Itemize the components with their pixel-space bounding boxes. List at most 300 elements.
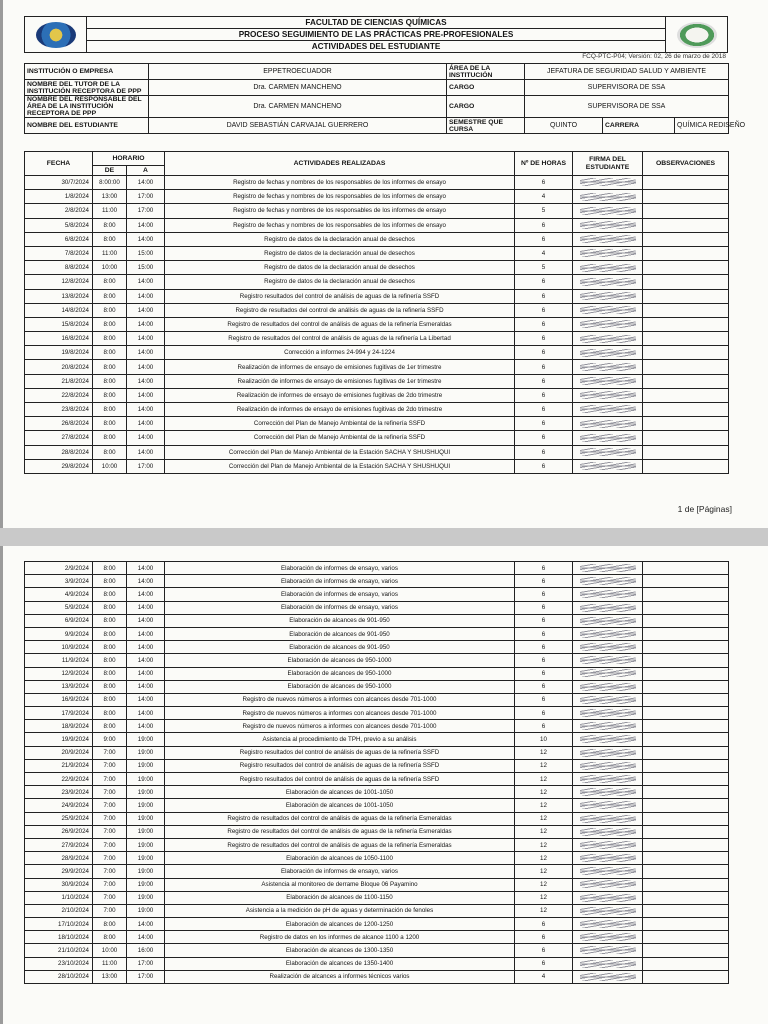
signature-cell bbox=[573, 852, 643, 865]
hours-cell: 6 bbox=[515, 303, 573, 317]
hours-cell: 6 bbox=[515, 403, 573, 417]
table-row bbox=[25, 693, 729, 706]
start-time-cell: 8:00 bbox=[93, 374, 127, 388]
activity-cell: Elaboración de alcances de 901-950 bbox=[165, 627, 515, 640]
date-cell: 13/8/2024 bbox=[25, 289, 93, 303]
date-cell: 13/9/2024 bbox=[25, 680, 93, 693]
end-time-cell: 14:00 bbox=[127, 289, 165, 303]
end-time-cell: 17:00 bbox=[127, 957, 165, 970]
signature-icon bbox=[580, 377, 636, 385]
date-cell: 16/8/2024 bbox=[25, 332, 93, 346]
date-cell: 18/9/2024 bbox=[25, 720, 93, 733]
table-row bbox=[25, 957, 729, 970]
signature-icon bbox=[580, 775, 636, 783]
end-time-cell: 14:00 bbox=[127, 693, 165, 706]
end-time-cell: 14:00 bbox=[127, 562, 165, 575]
table-row bbox=[25, 667, 729, 680]
hours-cell: 12 bbox=[515, 773, 573, 786]
activity-cell: Realización de informes de ensayo de emisiones fugitivas de 2do trimestre bbox=[165, 403, 515, 417]
career-value: QUÍMICA REDISEÑO bbox=[675, 118, 729, 134]
end-time-cell: 19:00 bbox=[127, 812, 165, 825]
actividades-header: ACTIVIDADES REALIZADAS bbox=[165, 152, 515, 176]
table-row bbox=[25, 944, 729, 957]
activity-cell: Registro de datos de la declaración anual de desechos bbox=[165, 261, 515, 275]
table-row bbox=[25, 707, 729, 720]
start-time-cell: 8:00 bbox=[93, 654, 127, 667]
activity-cell: Elaboración de alcances de 901-950 bbox=[165, 641, 515, 654]
table-row bbox=[25, 720, 729, 733]
end-time-cell: 17:00 bbox=[127, 459, 165, 473]
signature-icon bbox=[580, 960, 636, 968]
hours-cell: 12 bbox=[515, 825, 573, 838]
date-cell: 6/8/2024 bbox=[25, 232, 93, 246]
faculty-logo-cell bbox=[666, 17, 728, 53]
fecha-header: FECHA bbox=[25, 152, 93, 176]
table-row bbox=[25, 878, 729, 891]
activity-cell: Registro de resultados del control de análisis de aguas de la refinería La Libertad bbox=[165, 332, 515, 346]
date-cell: 29/9/2024 bbox=[25, 865, 93, 878]
activity-cell: Corrección del Plan de Manejo Ambiental de la refinería SSFD bbox=[165, 417, 515, 431]
table-row bbox=[25, 904, 729, 917]
page-edge bbox=[0, 546, 3, 1024]
start-time-cell: 8:00 bbox=[93, 232, 127, 246]
start-time-cell: 8:00 bbox=[93, 403, 127, 417]
end-time-cell: 19:00 bbox=[127, 865, 165, 878]
observations-cell bbox=[643, 838, 729, 851]
signature-cell bbox=[573, 733, 643, 746]
table-row bbox=[25, 388, 729, 402]
hours-cell: 12 bbox=[515, 746, 573, 759]
observations-cell bbox=[643, 204, 729, 218]
signature-icon bbox=[580, 854, 636, 862]
signature-cell bbox=[573, 825, 643, 838]
date-cell: 30/9/2024 bbox=[25, 878, 93, 891]
signature-icon bbox=[580, 630, 636, 638]
hours-cell: 6 bbox=[515, 346, 573, 360]
table-row bbox=[25, 627, 729, 640]
end-time-cell: 14:00 bbox=[127, 627, 165, 640]
date-cell: 28/10/2024 bbox=[25, 970, 93, 983]
signature-icon bbox=[580, 577, 636, 585]
signature-cell bbox=[573, 786, 643, 799]
hours-cell: 12 bbox=[515, 852, 573, 865]
end-time-cell: 19:00 bbox=[127, 891, 165, 904]
table-row bbox=[25, 601, 729, 614]
hours-cell: 10 bbox=[515, 733, 573, 746]
observations-cell bbox=[643, 303, 729, 317]
signature-cell bbox=[573, 641, 643, 654]
signature-cell bbox=[573, 891, 643, 904]
semester-label: SEMESTRE QUE CURSA bbox=[447, 118, 525, 134]
date-cell: 7/8/2024 bbox=[25, 246, 93, 260]
career-label: CARRERA bbox=[603, 118, 675, 134]
start-time-cell: 8:00 bbox=[93, 346, 127, 360]
date-cell: 23/10/2024 bbox=[25, 957, 93, 970]
activity-cell: Registro de nuevos números a informes con alcances desde 701-1000 bbox=[165, 720, 515, 733]
signature-cell bbox=[573, 601, 643, 614]
activity-cell: Elaboración de informes de ensayo, varios bbox=[165, 865, 515, 878]
hours-cell: 6 bbox=[515, 431, 573, 445]
start-time-cell: 8:00 bbox=[93, 575, 127, 588]
end-time-cell: 14:00 bbox=[127, 360, 165, 374]
responsable-label: NOMBRE DEL RESPONSABLE DEL ÁREA DE LA INSTITUCIÓN RECEPTORA DE PPP bbox=[25, 96, 149, 118]
start-time-cell: 7:00 bbox=[93, 904, 127, 917]
signature-icon bbox=[580, 193, 636, 201]
start-time-cell: 7:00 bbox=[93, 759, 127, 772]
date-cell: 1/8/2024 bbox=[25, 190, 93, 204]
table-row bbox=[25, 918, 729, 931]
document-code: FCQ-PTC-P04; Versión: 02, 26 de marzo de 2018 bbox=[582, 53, 726, 60]
observations-cell bbox=[643, 289, 729, 303]
start-time-cell: 7:00 bbox=[93, 786, 127, 799]
table-row bbox=[25, 417, 729, 431]
activity-cell: Elaboración de alcances de 950-1000 bbox=[165, 680, 515, 693]
activity-cell: Registro de resultados del control de análisis de aguas de la refinería Esmeraldas bbox=[165, 825, 515, 838]
hours-cell: 6 bbox=[515, 218, 573, 232]
date-cell: 4/9/2024 bbox=[25, 588, 93, 601]
table-row bbox=[25, 275, 729, 289]
table-row bbox=[25, 374, 729, 388]
hours-cell: 6 bbox=[515, 707, 573, 720]
signature-cell bbox=[573, 812, 643, 825]
observations-cell bbox=[643, 970, 729, 983]
area-label: ÁREA DE LA INSTITUCIÓN bbox=[447, 64, 525, 80]
hours-cell: 5 bbox=[515, 261, 573, 275]
start-time-cell: 7:00 bbox=[93, 878, 127, 891]
signature-cell bbox=[573, 614, 643, 627]
signature-icon bbox=[580, 617, 636, 625]
activity-cell: Registro de fechas y nombres de los responsables de los informes de ensayo bbox=[165, 190, 515, 204]
table-row bbox=[25, 680, 729, 693]
table-row bbox=[25, 232, 729, 246]
table-row bbox=[25, 891, 729, 904]
signature-icon bbox=[580, 735, 636, 743]
table-row bbox=[25, 218, 729, 232]
hours-cell: 6 bbox=[515, 459, 573, 473]
signature-cell bbox=[573, 303, 643, 317]
end-time-cell: 19:00 bbox=[127, 904, 165, 917]
activity-cell: Registro de nuevos números a informes con alcances desde 701-1000 bbox=[165, 707, 515, 720]
signature-cell bbox=[573, 838, 643, 851]
end-time-cell: 19:00 bbox=[127, 799, 165, 812]
observations-cell bbox=[643, 878, 729, 891]
end-time-cell: 19:00 bbox=[127, 838, 165, 851]
date-cell: 17/9/2024 bbox=[25, 707, 93, 720]
activity-cell: Asistencia a la medición de pH de aguas y determinación de fenoles bbox=[165, 904, 515, 917]
activity-cell: Elaboración de informes de ensayo, varios bbox=[165, 575, 515, 588]
date-cell: 20/9/2024 bbox=[25, 746, 93, 759]
date-cell: 19/9/2024 bbox=[25, 733, 93, 746]
signature-cell bbox=[573, 261, 643, 275]
table-row bbox=[25, 588, 729, 601]
signature-cell bbox=[573, 957, 643, 970]
observations-cell bbox=[643, 852, 729, 865]
end-time-cell: 14:00 bbox=[127, 431, 165, 445]
hours-cell: 6 bbox=[515, 575, 573, 588]
table-row bbox=[25, 931, 729, 944]
observations-cell bbox=[643, 799, 729, 812]
hours-cell: 6 bbox=[515, 360, 573, 374]
responsable-cargo-label: CARGO bbox=[447, 96, 525, 118]
date-cell: 30/7/2024 bbox=[25, 176, 93, 190]
activity-cell: Registro de fechas y nombres de los responsables de los informes de ensayo bbox=[165, 218, 515, 232]
hours-cell: 6 bbox=[515, 957, 573, 970]
table-row bbox=[25, 289, 729, 303]
activity-cell: Registro resultados del control de análisis de aguas de la refinería SSFD bbox=[165, 289, 515, 303]
date-cell: 10/9/2024 bbox=[25, 641, 93, 654]
signature-icon bbox=[580, 320, 636, 328]
observations-cell bbox=[643, 360, 729, 374]
horario-header: HORARIO bbox=[93, 152, 165, 166]
hours-cell: 12 bbox=[515, 865, 573, 878]
signature-icon bbox=[580, 815, 636, 823]
observations-cell bbox=[643, 261, 729, 275]
signature-icon bbox=[580, 683, 636, 691]
hours-cell: 6 bbox=[515, 627, 573, 640]
table-row bbox=[25, 403, 729, 417]
hours-cell: 6 bbox=[515, 654, 573, 667]
activity-cell: Registro de resultados del control de análisis de aguas de la refinería SSFD bbox=[165, 303, 515, 317]
signature-cell bbox=[573, 374, 643, 388]
date-cell: 14/8/2024 bbox=[25, 303, 93, 317]
date-cell: 16/9/2024 bbox=[25, 693, 93, 706]
signature-cell bbox=[573, 246, 643, 260]
start-time-cell: 7:00 bbox=[93, 773, 127, 786]
end-time-cell: 19:00 bbox=[127, 733, 165, 746]
date-cell: 18/10/2024 bbox=[25, 931, 93, 944]
date-cell: 11/9/2024 bbox=[25, 654, 93, 667]
signature-icon bbox=[580, 933, 636, 941]
hours-cell: 6 bbox=[515, 176, 573, 190]
hours-cell: 6 bbox=[515, 614, 573, 627]
institution-value: EPPETROECUADOR bbox=[149, 64, 447, 80]
table-row bbox=[25, 204, 729, 218]
date-cell: 28/9/2024 bbox=[25, 852, 93, 865]
table-row bbox=[25, 970, 729, 983]
date-cell: 5/8/2024 bbox=[25, 218, 93, 232]
signature-icon bbox=[580, 920, 636, 928]
activity-cell: Elaboración de alcances de 1200-1250 bbox=[165, 918, 515, 931]
start-time-cell: 8:00 bbox=[93, 680, 127, 693]
observations-cell bbox=[643, 957, 729, 970]
start-time-cell: 11:00 bbox=[93, 204, 127, 218]
signature-icon bbox=[580, 894, 636, 902]
tutor-label: NOMBRE DEL TUTOR DE LA INSTITUCIÓN RECEPTORA DE PPP bbox=[25, 80, 149, 96]
activity-cell: Registro de fechas y nombres de los responsables de los informes de ensayo bbox=[165, 176, 515, 190]
observations-cell bbox=[643, 218, 729, 232]
start-time-cell: 13:00 bbox=[93, 970, 127, 983]
start-time-cell: 8:00 bbox=[93, 614, 127, 627]
activities-title: ACTIVIDADES DEL ESTUDIANTE bbox=[87, 41, 666, 53]
signature-icon bbox=[580, 221, 636, 229]
activity-cell: Registro de datos de la declaración anual de desechos bbox=[165, 246, 515, 260]
table-row bbox=[25, 825, 729, 838]
signature-icon bbox=[580, 292, 636, 300]
observations-cell bbox=[643, 693, 729, 706]
activity-cell: Elaboración de alcances de 1050-1100 bbox=[165, 852, 515, 865]
signature-icon bbox=[580, 762, 636, 770]
signature-cell bbox=[573, 627, 643, 640]
signature-icon bbox=[580, 420, 636, 428]
signature-cell bbox=[573, 931, 643, 944]
observations-cell bbox=[643, 944, 729, 957]
start-time-cell: 8:00 bbox=[93, 317, 127, 331]
date-cell: 12/8/2024 bbox=[25, 275, 93, 289]
tutor-cargo-value: SUPERVISORA DE SSA bbox=[525, 80, 729, 96]
end-time-cell: 14:00 bbox=[127, 931, 165, 944]
signature-icon bbox=[580, 434, 636, 442]
end-time-cell: 17:00 bbox=[127, 204, 165, 218]
semester-value: QUINTO bbox=[525, 118, 603, 134]
table-row bbox=[25, 431, 729, 445]
start-time-cell: 7:00 bbox=[93, 799, 127, 812]
signature-cell bbox=[573, 575, 643, 588]
signature-icon bbox=[580, 867, 636, 875]
activity-cell: Elaboración de alcances de 1001-1050 bbox=[165, 799, 515, 812]
signature-icon bbox=[580, 278, 636, 286]
date-cell: 26/8/2024 bbox=[25, 417, 93, 431]
observations-cell bbox=[643, 931, 729, 944]
signature-cell bbox=[573, 346, 643, 360]
signature-icon bbox=[580, 973, 636, 981]
activity-cell: Elaboración de alcances de 1100-1150 bbox=[165, 891, 515, 904]
date-cell: 3/9/2024 bbox=[25, 575, 93, 588]
start-time-cell: 10:00 bbox=[93, 261, 127, 275]
hours-cell: 4 bbox=[515, 190, 573, 204]
table-row bbox=[25, 773, 729, 786]
date-cell: 5/9/2024 bbox=[25, 601, 93, 614]
university-seal-icon bbox=[36, 22, 76, 48]
document-header bbox=[24, 16, 728, 53]
table-row bbox=[25, 654, 729, 667]
observaciones-header: OBSERVACIONES bbox=[643, 152, 729, 176]
signature-cell bbox=[573, 289, 643, 303]
hours-cell: 6 bbox=[515, 562, 573, 575]
signature-cell bbox=[573, 588, 643, 601]
table-row bbox=[25, 332, 729, 346]
date-cell: 29/8/2024 bbox=[25, 459, 93, 473]
signature-icon bbox=[580, 880, 636, 888]
activity-cell: Registro resultados del control de análisis de aguas de la refinería SSFD bbox=[165, 746, 515, 759]
date-cell: 28/8/2024 bbox=[25, 445, 93, 459]
signature-cell bbox=[573, 232, 643, 246]
end-time-cell: 14:00 bbox=[127, 346, 165, 360]
end-time-cell: 19:00 bbox=[127, 759, 165, 772]
date-cell: 21/10/2024 bbox=[25, 944, 93, 957]
activity-cell: Elaboración de alcances de 1001-1050 bbox=[165, 786, 515, 799]
start-time-cell: 8:00 bbox=[93, 218, 127, 232]
hours-cell: 4 bbox=[515, 246, 573, 260]
signature-cell bbox=[573, 317, 643, 331]
end-time-cell: 14:00 bbox=[127, 588, 165, 601]
signature-icon bbox=[580, 235, 636, 243]
observations-cell bbox=[643, 332, 729, 346]
hours-cell: 6 bbox=[515, 918, 573, 931]
observations-cell bbox=[643, 733, 729, 746]
observations-cell bbox=[643, 891, 729, 904]
observations-cell bbox=[643, 232, 729, 246]
end-time-cell: 14:00 bbox=[127, 232, 165, 246]
signature-cell bbox=[573, 190, 643, 204]
date-cell: 23/8/2024 bbox=[25, 403, 93, 417]
table-row bbox=[25, 641, 729, 654]
signature-cell bbox=[573, 176, 643, 190]
activity-cell: Registro de resultados del control de análisis de aguas de la refinería Esmeraldas bbox=[165, 812, 515, 825]
de-header: DE bbox=[93, 166, 127, 176]
observations-cell bbox=[643, 720, 729, 733]
hours-cell: 6 bbox=[515, 588, 573, 601]
signature-cell bbox=[573, 799, 643, 812]
date-cell: 22/9/2024 bbox=[25, 773, 93, 786]
start-time-cell: 8:00 bbox=[93, 601, 127, 614]
table-row bbox=[25, 317, 729, 331]
activity-cell: Corrección a informes 24-994 y 24-1224 bbox=[165, 346, 515, 360]
signature-cell bbox=[573, 759, 643, 772]
date-cell: 21/8/2024 bbox=[25, 374, 93, 388]
date-cell: 17/10/2024 bbox=[25, 918, 93, 931]
observations-cell bbox=[643, 614, 729, 627]
date-cell: 15/8/2024 bbox=[25, 317, 93, 331]
table-row bbox=[25, 575, 729, 588]
institution-label: INSTITUCIÓN O EMPRESA bbox=[25, 64, 149, 80]
signature-cell bbox=[573, 865, 643, 878]
start-time-cell: 7:00 bbox=[93, 891, 127, 904]
start-time-cell: 7:00 bbox=[93, 838, 127, 851]
end-time-cell: 14:00 bbox=[127, 445, 165, 459]
observations-cell bbox=[643, 374, 729, 388]
student-info-table bbox=[24, 63, 746, 134]
signature-icon bbox=[580, 907, 636, 915]
observations-cell bbox=[643, 627, 729, 640]
signature-cell bbox=[573, 746, 643, 759]
start-time-cell: 9:00 bbox=[93, 733, 127, 746]
signature-icon bbox=[580, 801, 636, 809]
observations-cell bbox=[643, 459, 729, 473]
date-cell: 6/9/2024 bbox=[25, 614, 93, 627]
signature-icon bbox=[580, 788, 636, 796]
responsable-cargo-value: SUPERVISORA DE SSA bbox=[525, 96, 729, 118]
signature-icon bbox=[580, 722, 636, 730]
hours-cell: 6 bbox=[515, 417, 573, 431]
activity-cell: Elaboración de alcances de 1350-1400 bbox=[165, 957, 515, 970]
page-edge bbox=[0, 0, 3, 528]
signature-cell bbox=[573, 445, 643, 459]
signature-icon bbox=[580, 363, 636, 371]
start-time-cell: 8:00 bbox=[93, 388, 127, 402]
start-time-cell: 8:00 bbox=[93, 641, 127, 654]
activity-cell: Registro de nuevos números a informes con alcances desde 701-1000 bbox=[165, 693, 515, 706]
tutor-cargo-label: CARGO bbox=[447, 80, 525, 96]
hours-cell: 6 bbox=[515, 374, 573, 388]
signature-icon bbox=[580, 643, 636, 651]
activities-table-page-2 bbox=[24, 561, 729, 984]
activity-cell: Elaboración de alcances de 950-1000 bbox=[165, 654, 515, 667]
activity-cell: Elaboración de alcances de 950-1000 bbox=[165, 667, 515, 680]
hours-cell: 6 bbox=[515, 720, 573, 733]
table-row bbox=[25, 346, 729, 360]
start-time-cell: 8:00 bbox=[93, 360, 127, 374]
activity-cell: Realización de alcances a informes técnicos varios bbox=[165, 970, 515, 983]
date-cell: 22/8/2024 bbox=[25, 388, 93, 402]
start-time-cell: 8:00 bbox=[93, 289, 127, 303]
student-label: NOMBRE DEL ESTUDIANTE bbox=[25, 118, 149, 134]
signature-cell bbox=[573, 667, 643, 680]
date-cell: 9/9/2024 bbox=[25, 627, 93, 640]
date-cell: 20/8/2024 bbox=[25, 360, 93, 374]
document-page-2 bbox=[0, 546, 768, 1024]
signature-icon bbox=[580, 590, 636, 598]
activity-cell: Elaboración de informes de ensayo, varios bbox=[165, 562, 515, 575]
